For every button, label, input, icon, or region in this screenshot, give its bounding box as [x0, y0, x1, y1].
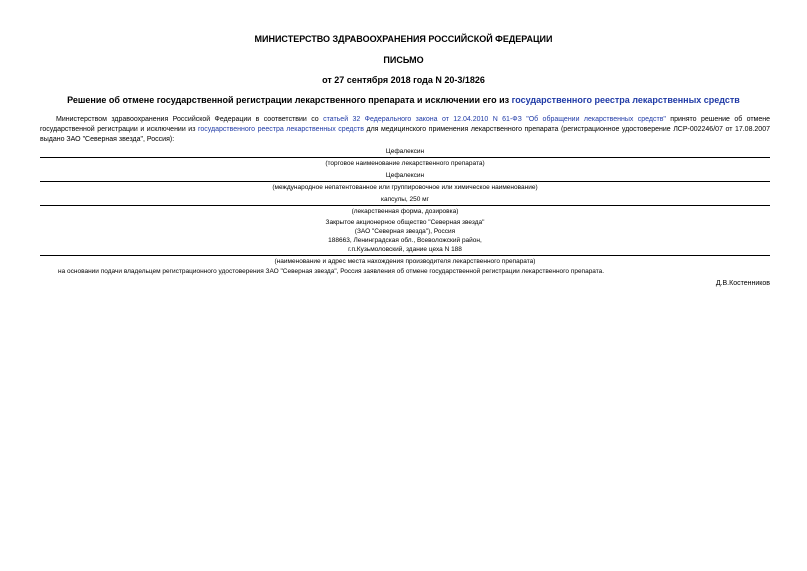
manufacturer-line: Закрытое акционерное общество "Северная звезда" [325, 219, 485, 226]
divider [40, 157, 770, 158]
body-text-3: для медицинского применения лекарственного препарата (регистрационное удостоверение ЛСР-002246/07 от 17.08.2007 выдано ЗАО "Северная звезда", Россия): [40, 126, 770, 143]
signature: Д.В.Костенников [715, 280, 770, 287]
basis-text: на основании подачи владельцем регистрационного удостоверения ЗАО "Северная звезда", Россия заявления об отмене государственной регистрации лекарственного препарата. [58, 268, 605, 275]
manufacturer-line: г.п.Кузьмоловский, здание цеха N 188 [348, 246, 462, 253]
inn-caption: (международное непатентованное или группировочное или химическое наименование) [272, 184, 538, 191]
dosage-form-value: капсулы, 250 мг [380, 196, 430, 203]
body-text-1: Министерством здравоохранения Российской Федерации в соответствии со [56, 116, 324, 123]
divider [40, 205, 770, 206]
trade-name-caption: (торговое наименование лекарственного препарата) [325, 160, 485, 167]
subject-text: Решение об отмене государственной регистрации лекарственного препарата и исключении его из [67, 95, 512, 105]
manufacturer-caption: (наименование и адрес места нахождения производителя лекарственного препарата) [274, 258, 536, 265]
body-text-2: принято решение об отмене государственной регистрации и исключении из [40, 116, 771, 133]
divider [40, 181, 770, 182]
doc-subject [0, 95, 807, 105]
manufacturer-line: (ЗАО "Северная звезда"), Россия [354, 228, 456, 235]
ministry-title: МИНИСТЕРСТВО ЗДРАВООХРАНЕНИЯ РОССИЙСКОЙ ФЕДЕРАЦИИ [254, 34, 553, 44]
trade-name-value: Цефалексин [385, 148, 425, 155]
law-article-link[interactable]: статьей 32 Федерального закона от 12.04.2010 N 61-ФЗ "Об обращении лекарственных средств" [323, 116, 666, 123]
doc-type: ПИСЬМО [383, 55, 424, 65]
doc-date-number: от 27 сентября 2018 года N 20-3/1826 [322, 75, 485, 85]
dosage-form-caption: (лекарственная форма, дозировка) [351, 208, 459, 215]
inn-value: Цефалексин [385, 172, 425, 179]
subject-registry-link[interactable]: государственного реестра лекарственных средств [511, 95, 740, 105]
body-paragraph [40, 115, 770, 145]
divider [40, 255, 770, 256]
manufacturer-line: 188663, Ленинградская обл., Всеволожский район, [328, 237, 482, 244]
registry-link[interactable]: государственного реестра лекарственных средств [197, 126, 364, 133]
